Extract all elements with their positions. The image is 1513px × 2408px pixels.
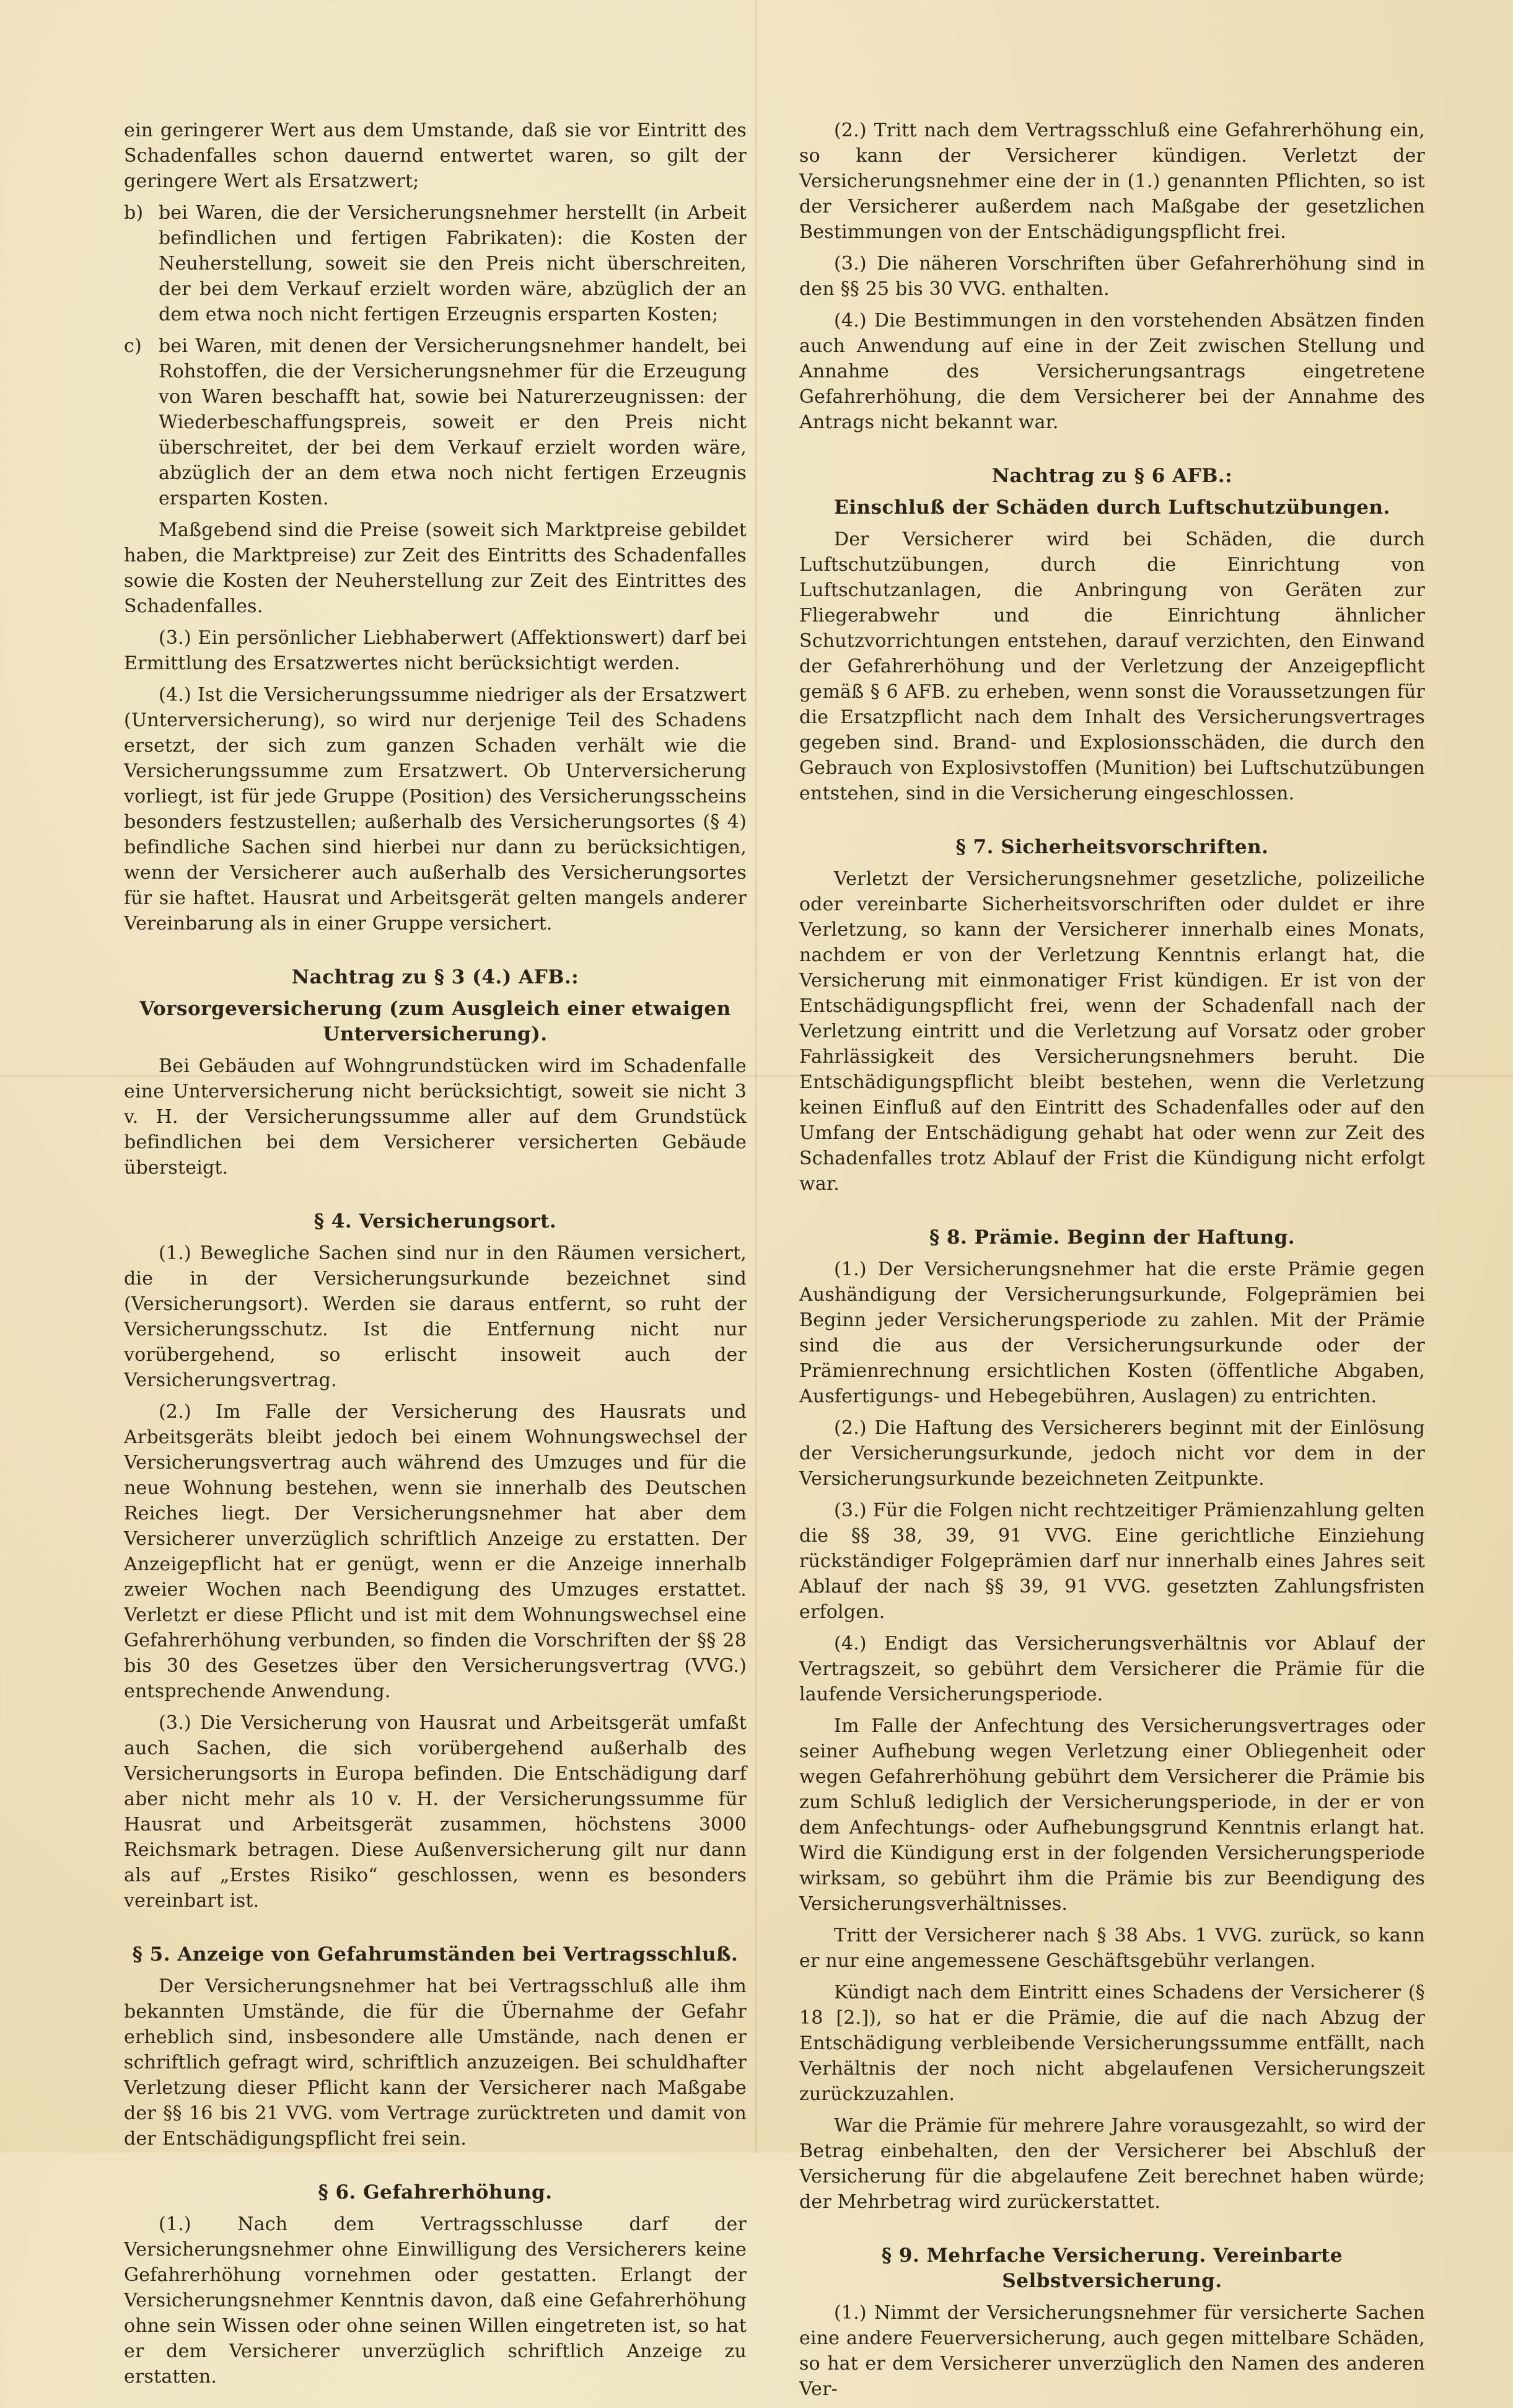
section-5-title: § 5. Anzeige von Gefahrumständen bei Vertragsschluß. [132,1943,739,1966]
paragraph-4-unterversicherung: (4.) Ist die Versicherungssumme niedriger als der Ersatzwert (Unterversicherung), so wird nur derjenige Teil des Schadens ersetzt, der sich zum ganzen Schaden verhält wie die Versicherungssumme zum Ersatzwert. Ob Unterversicherung vorliegt, ist für jede Gruppe (Position) des Versicherungsscheins besonders festzustellen; außerhalb des Versicherungsortes (§ 4) befindliche Sachen sind hierbei nur dann zu berücksichtigen, wenn der Versicherer auch außerhalb des Versicherungsortes für sie haftet. Hausrat und Arbeitsgerät gelten mangels anderer Vereinbarung als in einer Gruppe versichert. [124,684,747,934]
section-4-title: § 4. Versicherungsort. [314,1210,557,1233]
section-6-paragraph-2: (2.) Tritt nach dem Vertragsschluß eine Gefahrerhöhung ein, so kann der Versicherer kündigen. Verletzt der Versicherungsnehmer eine der in (1.) genannten Pflichten, so ist der Versicherer außerdem nach Maßgabe der gesetzlichen Bestimmungen von der Entschädigungspflicht frei. [799,120,1425,243]
right-column [799,118,1425,2408]
list-item-b-text: bei Waren, die der Versicherungsnehmer herstellt (in Arbeit befindlichen und fertigen Fabrikaten): die Kosten der Neuherstellung, soweit sie den Preis nicht überschreiten, der bei dem Verkauf erzielt worden wäre, abzüglich der an dem etwa noch nicht fertigen Erzeugnis ersparten Kosten; [159,202,747,325]
nachtrag-3-text: Bei Gebäuden auf Wohngrundstücken wird im Schadenfalle eine Unterversicherung nicht berücksichtigt, soweit sie nicht 3 v. H. der Versicherungssumme aller auf dem Grundstück befindlichen bei dem Versicherer versicherten Gebäude übersteigt. [124,1055,747,1179]
section-5-text: Der Versicherungsnehmer hat bei Vertragsschluß alle ihm bekannten Umstände, die für die Übernahme der Gefahr erheblich sind, insbesondere alle Umstände, nach denen er schriftlich gefragt wird, schriftlich anzuzeigen. Bei schuldhafter Verletzung dieser Pflicht kann der Versicherer nach Maßgabe der §§ 16 bis 21 VVG. vom Vertrage zurücktreten und damit von der Entschädigungspflicht frei sein. [124,1975,747,2150]
section-7-text: Verletzt der Versicherungsnehmer gesetzliche, polizeiliche oder vereinbarte Sicherheitsvorschriften oder duldet er ihre Verletzung, so kann der Versicherer innerhalb eines Monats, nachdem er von der Verletzung Kenntnis erlangt hat, die Versicherung mit einmonatiger Frist kündigen. Er ist von der Entschädigungspflicht frei, wenn der Schadenfall nach der Verletzung eintritt und die Verletzung auf Vorsatz oder grober Fahrlässigkeit des Versicherungsnehmers beruht. Die Entschädigungspflicht bleibt bestehen, wenn die Verletzung keinen Einfluß auf den Eintritt des Schadenfalles oder auf den Umfang der Entschädigung gehabt hat oder wenn zur Zeit des Schadenfalles trotz Ablauf der Frist die Kündigung nicht erfolgt war. [799,868,1425,1195]
section-8-paragraph-3: (3.) Für die Folgen nicht rechtzeitiger Prämienzahlung gelten die §§ 38, 39, 91 VVG. Eine gerichtliche Einziehung rückständiger Folgeprämien darf nur innerhalb eines Jahres seit Ablauf der nach §§ 39, 91 VVG. gesetzten Zahlungsfristen erfolgen. [799,1500,1425,1623]
list-item-b [124,200,747,327]
nachtrag-3-title: Nachtrag zu § 3 (4.) AFB.: [291,966,579,988]
nachtrag-6-subtitle: Einschluß der Schäden durch Luftschutzübungen. [834,496,1390,519]
section-8-paragraph-2: (2.) Die Haftung des Versicherers beginnt mit der Einlösung der Versicherungsurkunde, jedoch nicht vor dem in der Versicherungsurkunde bezeichneten Zeitpunkte. [799,1417,1425,1490]
section-4-paragraph-1: (1.) Bewegliche Sachen sind nur in den Räumen versichert, die in der Versicherungsurkunde bezeichnet sind (Versicherungsort). Werden sie daraus entfernt, so ruht der Versicherungsschutz. Ist die Entfernung nicht nur vorübergehend, so erlischt insoweit auch der Versicherungsvertrag. [124,1242,747,1391]
list-item-c [124,333,747,511]
section-9-paragraph-1: (1.) Nimmt der Versicherungsnehmer für versicherte Sachen eine andere Feuerversicherung, auch gegen mittelbare Schäden, so hat er dem Versicherer unverzüglich den Namen des anderen Ver- [799,2302,1425,2400]
section-8-paragraph-1: (1.) Der Versicherungsnehmer hat die erste Prämie gegen Aushändigung der Versicherungsurkunde, Folgeprämien bei Beginn jeder Versicherungsperiode zu zahlen. Mit der Prämie sind die aus der Versicherungsurkunde oder der Prämienrechnung ersichtlichen Kosten (öffentliche Abgaben, Ausfertigungs- und Hebegebühren, Auslagen) zu entrichten. [799,1259,1425,1407]
section-8-paragraph-6: Tritt der Versicherer nach § 38 Abs. 1 VVG. zurück, so kann er nur eine angemessene Geschäftsgebühr verlangen. [799,1925,1425,1972]
paragraph-massgebend: Maßgebend sind die Preise (soweit sich Marktpreise gebildet haben, die Marktpreise) zur Zeit des Eintritts des Schadenfalles sowie die Kosten der Neuherstellung zur Zeit des Eintrittes des Schadenfalles. [124,519,747,617]
section-8-title: § 8. Prämie. Beginn der Haftung. [929,1226,1296,1249]
section-6-paragraph-3: (3.) Die näheren Vorschriften über Gefahrerhöhung sind in den §§ 25 bis 30 VVG. enthalten. [799,253,1425,300]
list-item-c-text: bei Waren, mit denen der Versicherungsnehmer handelt, bei Rohstoffen, die der Versicherungsnehmer für die Erzeugung von Waren beschafft hat, sowie bei Naturerzeugnissen: der Wiederbeschaffungspreis, soweit er den Preis nicht überschreitet, der bei dem Verkauf erzielt worden wäre, abzüglich der an dem etwa noch nicht fertigen Erzeugnis ersparten Kosten. [159,335,747,509]
nachtrag-3-subtitle: Vorsorgeversicherung (zum Ausgleich einer etwaigen Unterversicherung). [139,998,731,1045]
nachtrag-6-title: Nachtrag zu § 6 AFB.: [991,465,1233,487]
section-9-title: § 9. Mehrfache Versicherung. Vereinbarte Selbstversicherung. [881,2244,1343,2292]
section-8-paragraph-5: Im Falle der Anfechtung des Versicherungsvertrages oder seiner Aufhebung wegen Verletzung einer Obliegenheit oder wegen Gefahrerhöhung gebührt dem Versicherer die Prämie bis zum Schluß lediglich der Versicherungsperiode, in der er von dem Anfechtungs- oder Aufhebungsgrund Kenntnis erlangt hat. Wird die Kündigung erst in der folgenden Versicherungsperiode wirksam, so gebührt ihm die Prämie bis zur Beendigung des Versicherungsverhältnisses. [799,1715,1425,1915]
section-8-paragraph-7: Kündigt nach dem Eintritt eines Schadens der Versicherer (§ 18 [2.]), so hat er die Prämie, die auf die nach Abzug der Entschädigung verbleibende Versicherungssumme entfällt, nach Verhältnis der noch nicht abgelaufenen Versicherungszeit zurückzuzahlen. [799,1982,1425,2105]
section-4-paragraph-2: (2.) Im Falle der Versicherung des Hausrats und Arbeitsgeräts bleibt jedoch bei einem Wohnungswechsel der Versicherungsvertrag auch während des Umzuges und für die neue Wohnung bestehen, wenn sie innerhalb des Deutschen Reiches liegt. Der Versicherungsnehmer hat aber dem Versicherer unverzüglich schriftlich Anzeige zu erstatten. Der Anzeigepflicht hat er genügt, wenn er die Anzeige innerhalb zweier Wochen nach Beendigung des Umzuges erstattet. Verletzt er diese Pflicht und ist mit dem Wohnungswechsel eine Gefahrerhöhung verbunden, so finden die Vorschriften der §§ 28 bis 30 des Gesetzes über den Versicherungsvertrag (VVG.) entsprechende Anwendung. [124,1401,747,1702]
list-marker-b: b) [124,202,144,224]
section-8-paragraph-4: (4.) Endigt das Versicherungsverhältnis vor Ablauf der Vertragszeit, so gebührt dem Versicherer die Prämie für die laufende Versicherungsperiode. [799,1633,1425,1705]
paragraph-3-affektionswert: (3.) Ein persönlicher Liebhaberwert (Affektionswert) darf bei Ermittlung des Ersatzwertes nicht berücksichtigt werden. [124,627,747,674]
list-marker-c: c) [124,335,142,357]
section-6-paragraph-4: (4.) Die Bestimmungen in den vorstehenden Absätzen finden auch Anwendung auf eine in der Zeit zwischen Stellung und Annahme des Versicherungsantrags eingetretene Gefahrerhöhung, die dem Versicherer bei der Annahme des Antrags nicht bekannt war. [799,310,1425,433]
left-column [124,118,747,2396]
section-6-title: § 6. Gefahrerhöhung. [318,2181,553,2204]
section-4-paragraph-3: (3.) Die Versicherung von Hausrat und Arbeitsgerät umfaßt auch Sachen, die sich vorübergehend außerhalb des Versicherungsorts in Europa befinden. Die Entschädigung darf aber nicht mehr als 10 v. H. der Versicherungssumme für Hausrat und Arbeitsgerät zusammen, höchstens 3000 Reichsmark betragen. Diese Außenversicherung gilt nur dann als auf „Erstes Risiko“ geschlossen, wenn es besonders vereinbart ist. [124,1712,747,1912]
section-8-paragraph-8: War die Prämie für mehrere Jahre vorausgezahlt, so wird der Betrag einbehalten, den der Versicherer bei Abschluß der Versicherung für die abgelaufene Zeit berechnet haben würde; der Mehrbetrag wird zurückerstattet. [799,2115,1425,2213]
section-6-paragraph-1: (1.) Nach dem Vertragsschlusse darf der Versicherungsnehmer ohne Einwilligung des Versicherers keine Gefahrerhöhung vornehmen oder gestatten. Erlangt der Versicherungsnehmer Kenntnis davon, daß eine Gefahrerhöhung ohne sein Wissen oder ohne seinen Willen eingetreten ist, so hat er dem Versicherer unverzüglich schriftlich Anzeige zu erstatten. [124,2213,747,2388]
section-7-title: § 7. Sicherheitsvorschriften. [955,836,1269,858]
nachtrag-6-text: Der Versicherer wird bei Schäden, die durch Luftschutzübungen, durch die Einrichtung von Luftschutzanlagen, die Anbringung von Geräten zur Fliegerabwehr und die Einrichtung ähnlicher Schutzvorrichtungen entstehen, darauf verzichten, den Einwand der Gefahrerhöhung und der Verletzung der Anzeigepflicht gemäß § 6 AFB. zu erheben, wenn sonst die Voraussetzungen für die Ersatzpflicht nach dem Inhalt des Versicherungsvertrages gegeben sind. Brand- und Explosionsschäden, die durch den Gebrauch von Explosivstoffen (Munition) bei Luftschutzübungen entstehen, sind in die Versicherung eingeschlossen. [799,529,1425,804]
paragraph-intro-continuation: ein geringerer Wert aus dem Umstande, daß sie vor Eintritt des Schadenfalles schon dauernd entwertet waren, so gilt der geringere Wert als Ersatzwert; [124,120,747,192]
